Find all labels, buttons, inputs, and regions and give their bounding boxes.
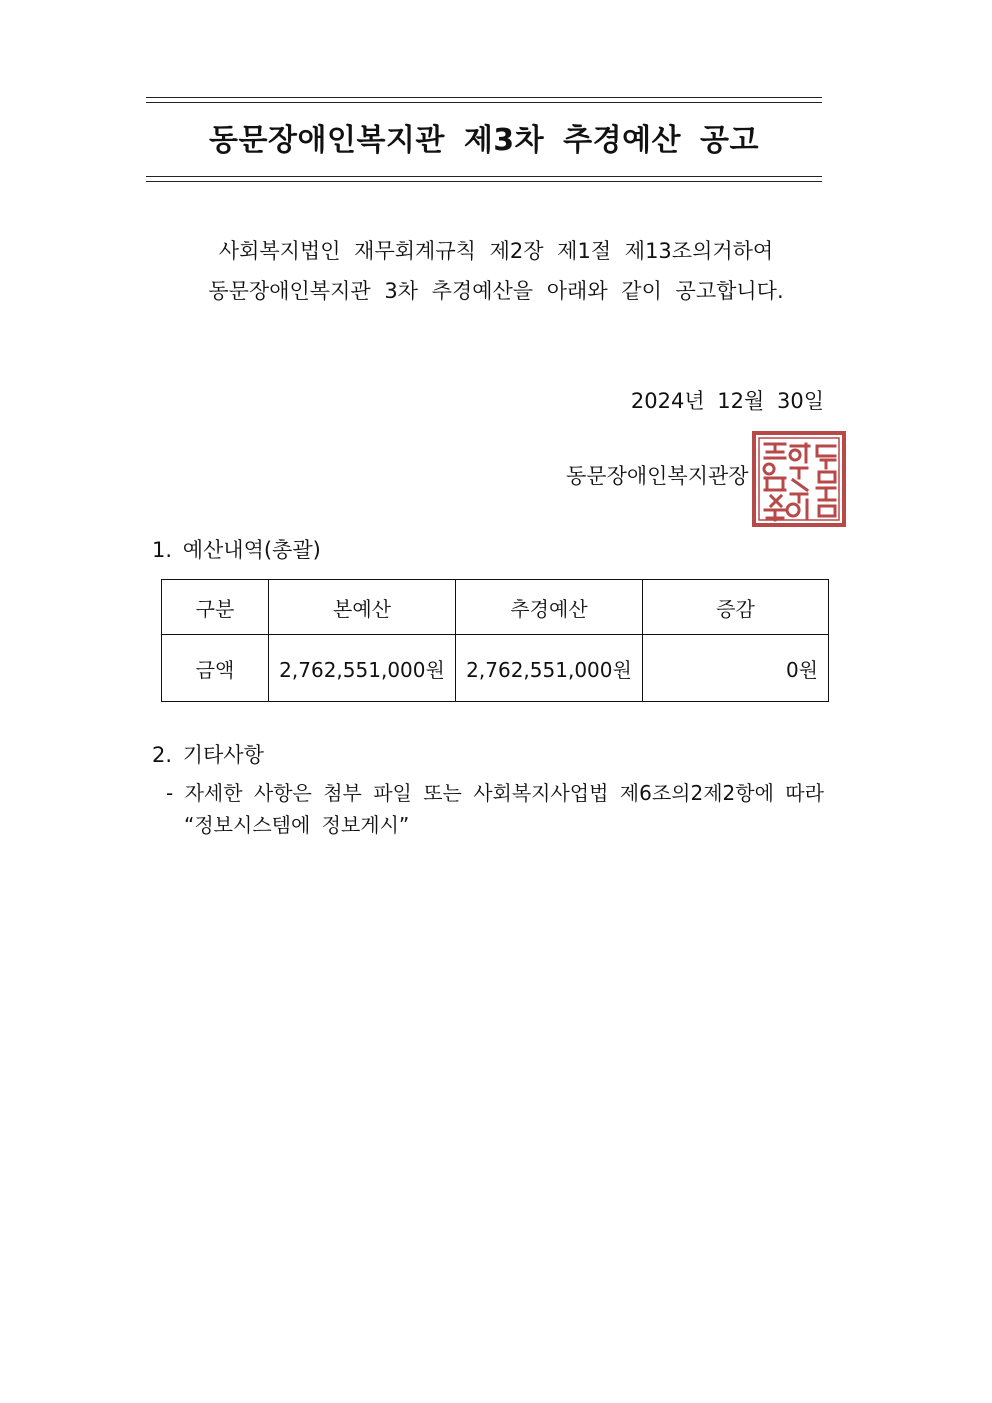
official-seal-icon [751,430,847,528]
table-cell-original-budget: 2,762,551,000원 [269,635,456,702]
intro-line-2: 동문장애인복지관 3차 추경예산을 아래와 같이 공고합니다. [208,279,784,303]
title-rule-bottom-2 [146,181,822,182]
title-rule-top-1 [146,97,822,98]
table-header-cell: 구분 [162,580,269,635]
intro-line-1: 사회복지법인 재무회계규칙 제2장 제1절 제13조의거하여 [218,239,774,263]
table-row [162,635,829,702]
notice-date: 2024년 12월 30일 [630,389,824,413]
table-header-row [162,580,829,635]
section-2-heading: 2. 기타사항 [152,743,264,767]
table-header-cell: 증감 [643,580,829,635]
seal-graphic [754,433,844,525]
section-2-note-line-1: - 자세한 사항은 첨부 파일 또는 사회복지사업법 제6조의2제2항에 따라 [166,781,824,805]
table-header-cell: 본예산 [269,580,456,635]
page-title: 동문장애인복지관 제3차 추경예산 공고 [209,123,759,158]
budget-summary-table [161,579,829,702]
section-1-heading: 1. 예산내역(총괄) [152,538,321,562]
section-2-note-line-2: “정보시스템에 정보게시” [184,813,410,837]
table-cell-change: 0원 [643,635,829,702]
title-rule-bottom-1 [146,176,822,177]
table-cell-supplementary-budget: 2,762,551,000원 [456,635,643,702]
table-cell-category: 금액 [162,635,269,702]
table-header-cell: 추경예산 [456,580,643,635]
title-rule-top-2 [146,102,822,103]
organization-name: 동문장애인복지관장 [566,464,749,488]
